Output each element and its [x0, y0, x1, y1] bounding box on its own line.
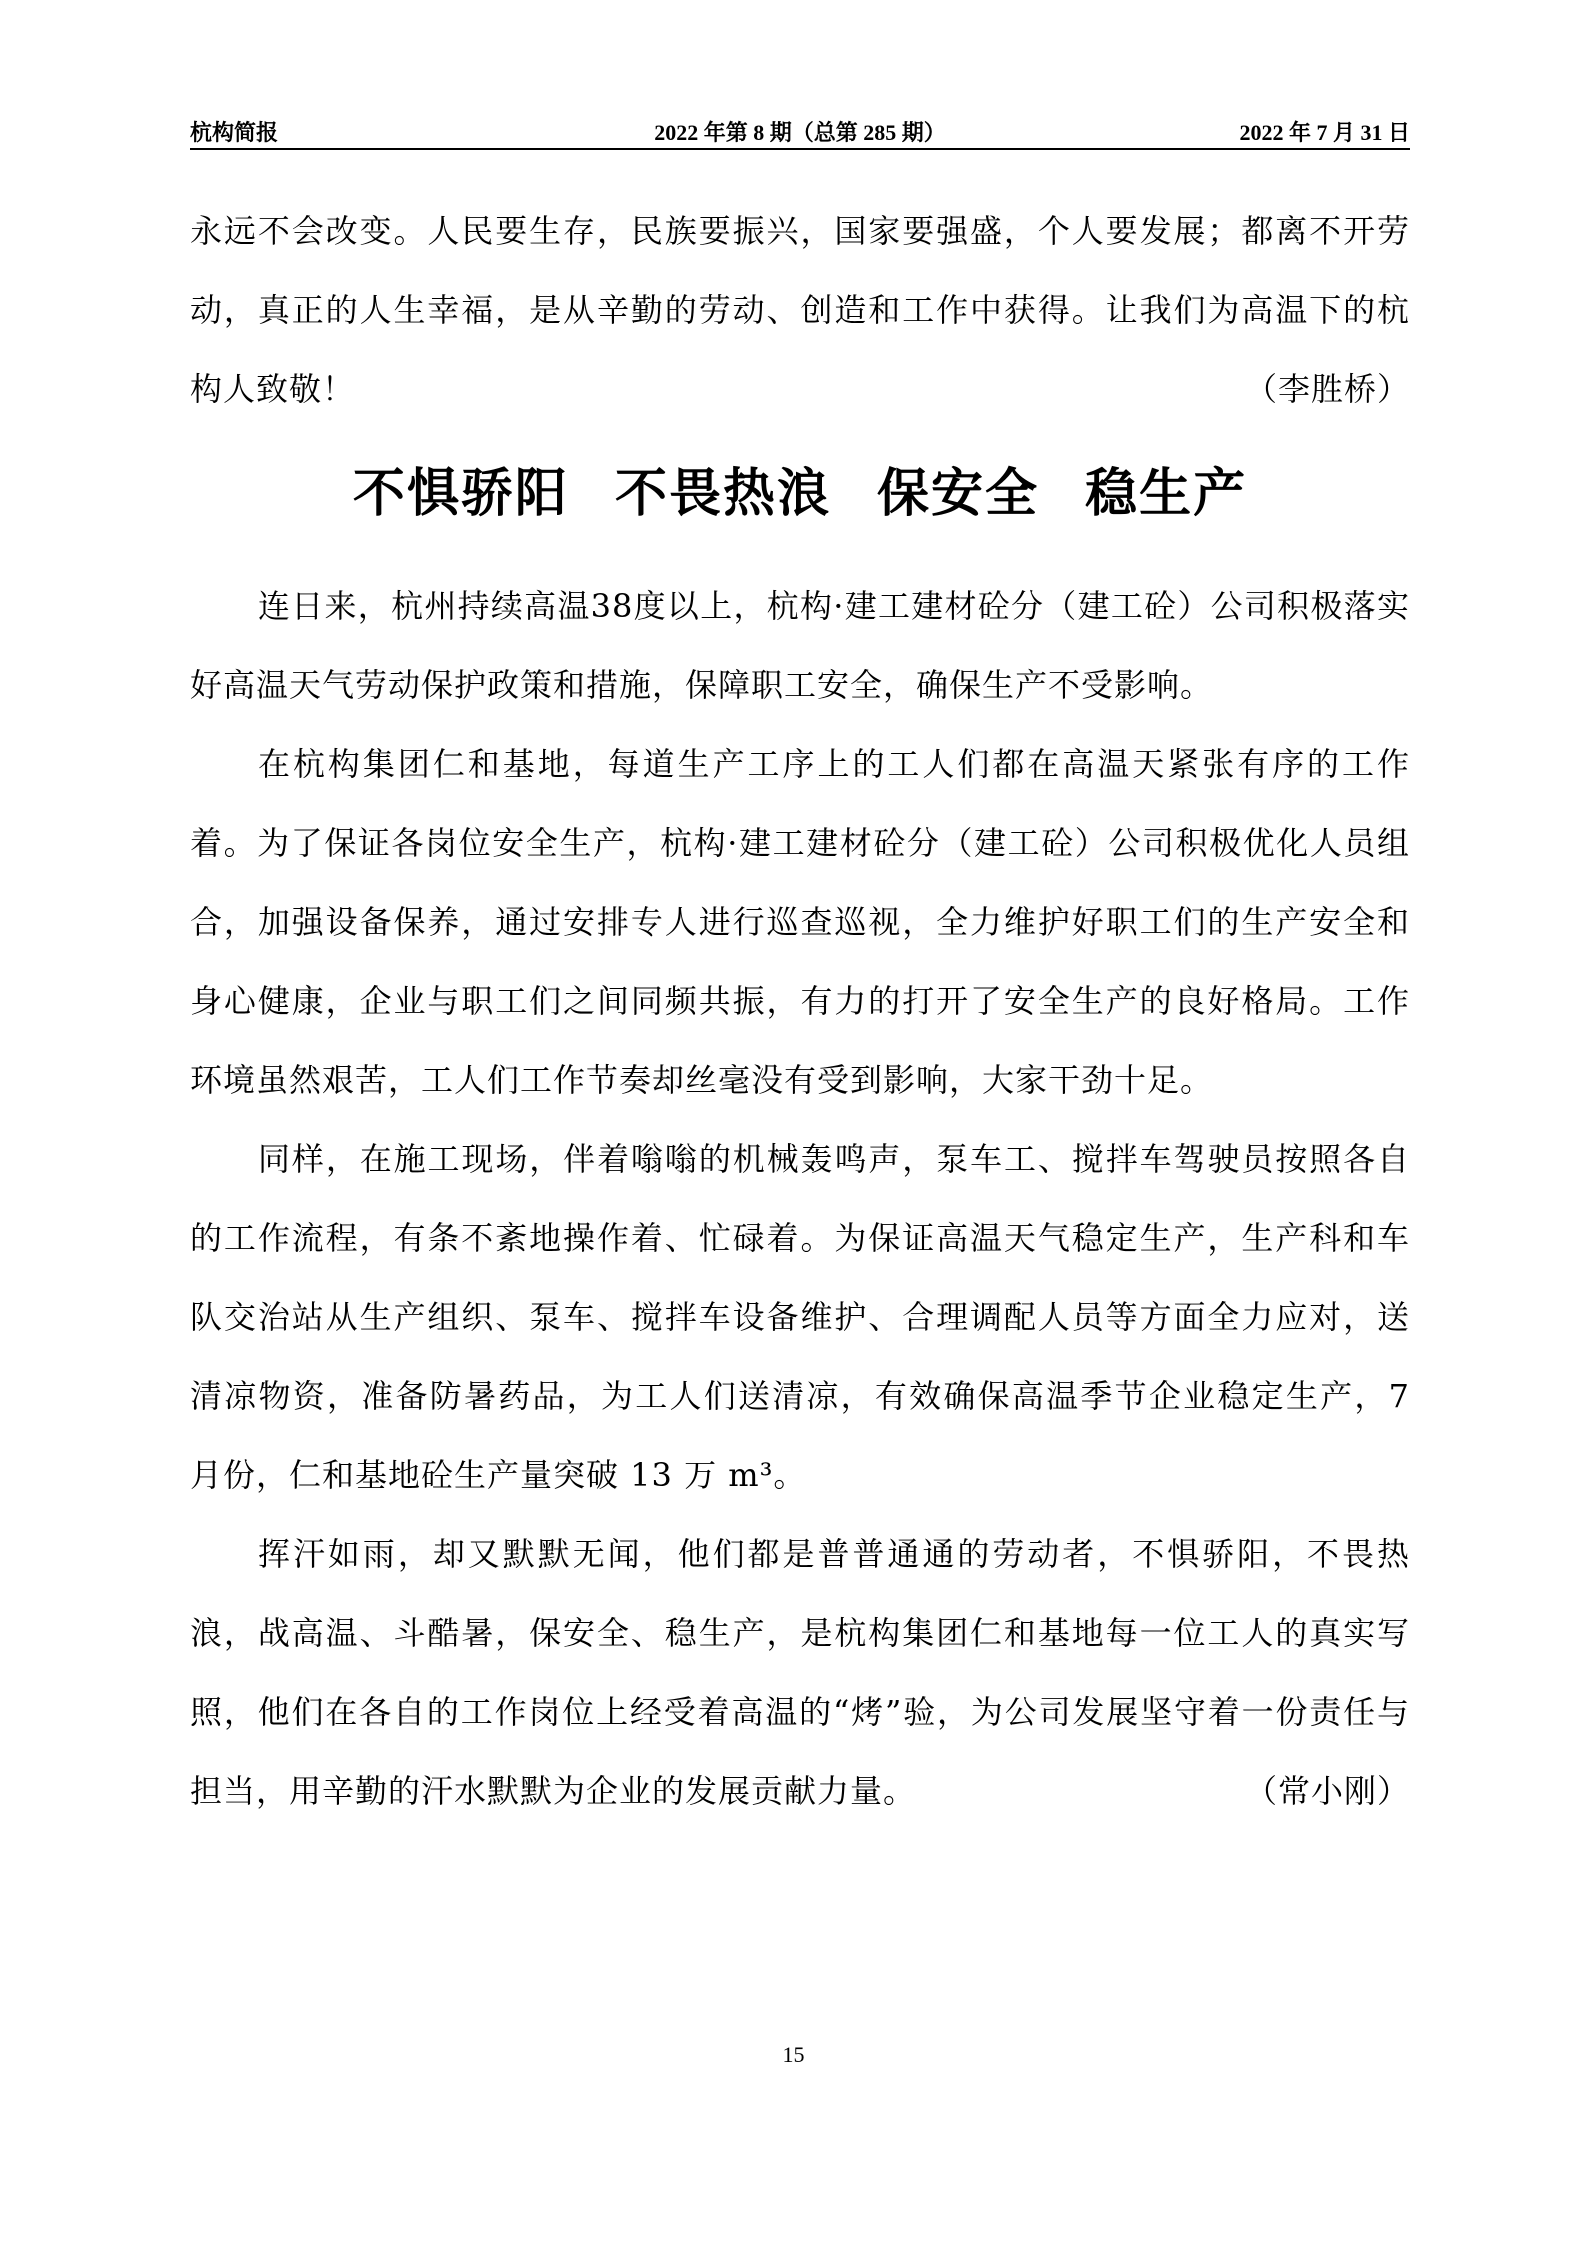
intro-signature: （李胜桥）: [1244, 370, 1410, 408]
article-paragraph-4: [190, 1515, 1410, 1831]
header-issue-info: 2022 年第 8 期（总第 285 期）: [654, 120, 946, 145]
intro-text: 永远不会改变。人民要生存，民族要振兴，国家要强盛，个人要发展；都离不开劳动，真正的人生幸福，是从辛勤的劳动、创造和工作中获得。让我们为高温下的杭构人致敬！: [190, 212, 1410, 408]
intro-paragraph: [190, 192, 1410, 429]
article-paragraph-4-text: 挥汗如雨，却又默默无闻，他们都是普普通通的劳动者，不惧骄阳，不畏热浪，战高温、斗酷暑，保安全、稳生产，是杭构集团仁和基地每一位工人的真实写照，他们在各自的工作岗位上经受着高温的“烤”验，为公司发展坚守着一份责任与担当，用辛勤的汗水默默为企业的发展贡献力量。: [190, 1535, 1410, 1810]
article-signature: （常小刚）: [1244, 1772, 1410, 1810]
page-content: [190, 192, 1410, 1831]
page-number: 15: [782, 2042, 805, 2067]
header-date: 2022 年 7 月 31 日: [1239, 120, 1410, 145]
article-paragraph-3: 同样，在施工现场，伴着嗡嗡的机械轰鸣声，泵车工、搅拌车驾驶员按照各自的工作流程，有条不紊地操作着、忙碌着。为保证高温天气稳定生产，生产科和车队交治站从生产组织、泵车、搅拌车设备维护、合理调配人员等方面全力应对，送清凉物资，准备防暑药品，为工人们送清凉，有效确保高温季节企业稳定生产，7 月份，仁和基地砼生产量突破 13 万 m³。: [190, 1140, 1410, 1494]
article-title: 不惧骄阳 不畏热浪 保安全 稳生产: [352, 464, 1248, 524]
header-publication-name: 杭构简报: [190, 120, 279, 145]
article-paragraph-1: 连日来，杭州持续高温38度以上，杭构·建工建材砼分（建工砼）公司积极落实好高温天气劳动保护政策和措施，保障职工安全，确保生产不受影响。: [190, 587, 1410, 704]
article-paragraph-2: 在杭构集团仁和基地，每道生产工序上的工人们都在高温天紧张有序的工作着。为了保证各岗位安全生产，杭构·建工建材砼分（建工砼）公司积极优化人员组合，加强设备保养，通过安排专人进行巡查巡视，全力维护好职工们的生产安全和身心健康，企业与职工们之间同频共振，有力的打开了安全生产的良好格局。工作环境虽然艰苦，工人们工作节奏却丝毫没有受到影响，大家干劲十足。: [190, 745, 1410, 1099]
page-header: [190, 112, 1410, 150]
